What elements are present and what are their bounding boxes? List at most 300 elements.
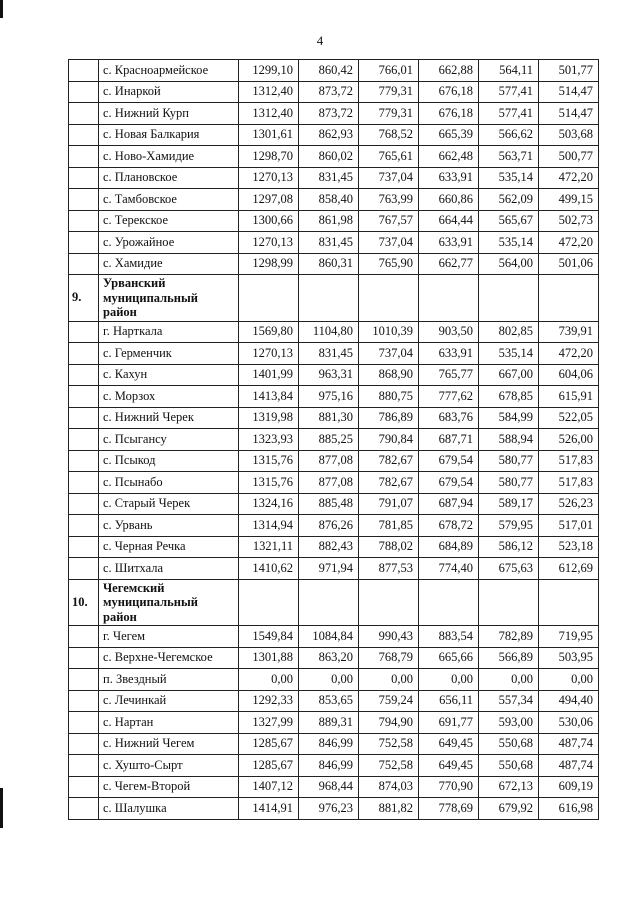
settlement-name: с. Верхне-Чегемское (99, 647, 239, 669)
table-row (69, 146, 599, 168)
settlement-name: с. Тамбовское (99, 189, 239, 211)
row-index (69, 647, 99, 669)
row-index: 9. (69, 275, 99, 322)
tariff-table (68, 59, 599, 820)
value-cell: 874,03 (359, 776, 419, 798)
value-cell: 903,50 (419, 321, 479, 343)
value-cell: 667,00 (479, 364, 539, 386)
value-cell: 656,11 (419, 690, 479, 712)
settlement-name: с. Герменчик (99, 343, 239, 365)
value-cell: 526,00 (539, 429, 599, 451)
value-cell: 577,41 (479, 103, 539, 125)
value-cell: 990,43 (359, 626, 419, 648)
value-cell: 1298,70 (239, 146, 299, 168)
value-cell: 649,45 (419, 733, 479, 755)
district-name: Чегемский муниципальный район (99, 579, 239, 626)
table-row (69, 798, 599, 820)
row-index (69, 210, 99, 232)
value-cell: 0,00 (539, 669, 599, 691)
value-cell: 831,45 (299, 232, 359, 254)
value-cell: 759,24 (359, 690, 419, 712)
table-row (69, 124, 599, 146)
value-cell: 687,71 (419, 429, 479, 451)
value-cell: 765,90 (359, 253, 419, 275)
value-cell: 678,72 (419, 515, 479, 537)
value-cell: 566,62 (479, 124, 539, 146)
table-row (69, 472, 599, 494)
value-cell: 1401,99 (239, 364, 299, 386)
settlement-name: с. Шитхала (99, 558, 239, 580)
row-index (69, 776, 99, 798)
value-cell: 968,44 (299, 776, 359, 798)
value-cell: 1270,13 (239, 167, 299, 189)
row-index (69, 103, 99, 125)
value-cell: 1569,80 (239, 321, 299, 343)
value-cell: 885,48 (299, 493, 359, 515)
value-cell: 737,04 (359, 232, 419, 254)
settlement-name: с. Псыкод (99, 450, 239, 472)
value-cell: 777,62 (419, 386, 479, 408)
row-index (69, 450, 99, 472)
value-cell: 679,92 (479, 798, 539, 820)
settlement-name: с. Лечинкай (99, 690, 239, 712)
value-cell: 861,98 (299, 210, 359, 232)
value-cell: 881,82 (359, 798, 419, 820)
value-cell: 885,25 (299, 429, 359, 451)
settlement-name: с. Кахун (99, 364, 239, 386)
value-cell: 649,45 (419, 755, 479, 777)
value-cell: 616,98 (539, 798, 599, 820)
settlement-name: с. Урвань (99, 515, 239, 537)
page-number: 4 (316, 33, 324, 48)
value-cell (479, 579, 539, 626)
settlement-name: с. Нижний Курп (99, 103, 239, 125)
settlement-name: с. Терекское (99, 210, 239, 232)
value-cell: 577,41 (479, 81, 539, 103)
value-cell: 868,90 (359, 364, 419, 386)
value-cell: 1299,10 (239, 60, 299, 82)
value-cell: 557,34 (479, 690, 539, 712)
value-cell: 589,17 (479, 493, 539, 515)
value-cell: 1104,80 (299, 321, 359, 343)
row-index (69, 472, 99, 494)
value-cell: 579,95 (479, 515, 539, 537)
value-cell: 580,77 (479, 472, 539, 494)
value-cell: 791,07 (359, 493, 419, 515)
value-cell: 765,61 (359, 146, 419, 168)
value-cell: 665,39 (419, 124, 479, 146)
value-cell: 550,68 (479, 755, 539, 777)
value-cell: 1270,13 (239, 232, 299, 254)
table-row (69, 386, 599, 408)
district-name: Урванский муниципальный район (99, 275, 239, 322)
row-index (69, 558, 99, 580)
row-index (69, 755, 99, 777)
value-cell: 500,77 (539, 146, 599, 168)
value-cell: 1324,16 (239, 493, 299, 515)
value-cell: 831,45 (299, 167, 359, 189)
value-cell: 782,89 (479, 626, 539, 648)
settlement-name: с. Морзох (99, 386, 239, 408)
value-cell: 802,85 (479, 321, 539, 343)
value-cell: 786,89 (359, 407, 419, 429)
value-cell: 588,94 (479, 429, 539, 451)
table-row (69, 712, 599, 734)
row-index (69, 321, 99, 343)
value-cell: 593,00 (479, 712, 539, 734)
value-cell: 1312,40 (239, 81, 299, 103)
table-row (69, 776, 599, 798)
value-cell: 503,95 (539, 647, 599, 669)
value-cell: 684,89 (419, 536, 479, 558)
district-row (69, 579, 599, 626)
value-cell: 565,67 (479, 210, 539, 232)
table-row (69, 493, 599, 515)
value-cell: 472,20 (539, 343, 599, 365)
value-cell: 873,72 (299, 81, 359, 103)
value-cell: 768,52 (359, 124, 419, 146)
value-cell: 860,42 (299, 60, 359, 82)
scan-mark-top-left (0, 0, 3, 18)
value-cell: 664,44 (419, 210, 479, 232)
value-cell: 1010,39 (359, 321, 419, 343)
value-cell: 737,04 (359, 167, 419, 189)
value-cell: 0,00 (299, 669, 359, 691)
value-cell: 609,19 (539, 776, 599, 798)
value-cell: 675,63 (479, 558, 539, 580)
table-row (69, 81, 599, 103)
value-cell: 487,74 (539, 755, 599, 777)
table-row (69, 407, 599, 429)
value-cell: 963,31 (299, 364, 359, 386)
value-cell: 1321,11 (239, 536, 299, 558)
value-cell: 514,47 (539, 81, 599, 103)
value-cell: 880,75 (359, 386, 419, 408)
value-cell: 535,14 (479, 232, 539, 254)
value-cell: 876,26 (299, 515, 359, 537)
value-cell: 604,06 (539, 364, 599, 386)
value-cell: 1315,76 (239, 450, 299, 472)
table-row (69, 210, 599, 232)
value-cell: 831,45 (299, 343, 359, 365)
value-cell: 665,66 (419, 647, 479, 669)
settlement-name: с. Новая Балкария (99, 124, 239, 146)
value-cell: 1297,08 (239, 189, 299, 211)
value-cell: 1407,12 (239, 776, 299, 798)
settlement-name: с. Псынабо (99, 472, 239, 494)
row-index (69, 690, 99, 712)
value-cell: 846,99 (299, 755, 359, 777)
value-cell: 846,99 (299, 733, 359, 755)
value-cell: 676,18 (419, 103, 479, 125)
table-row (69, 253, 599, 275)
value-cell: 503,68 (539, 124, 599, 146)
value-cell: 494,40 (539, 690, 599, 712)
settlement-name: с. Красноармейское (99, 60, 239, 82)
value-cell: 782,67 (359, 450, 419, 472)
value-cell: 660,86 (419, 189, 479, 211)
value-cell: 679,54 (419, 450, 479, 472)
value-cell: 523,18 (539, 536, 599, 558)
value-cell: 501,06 (539, 253, 599, 275)
value-cell: 0,00 (479, 669, 539, 691)
value-cell: 691,77 (419, 712, 479, 734)
value-cell: 1298,99 (239, 253, 299, 275)
row-index (69, 343, 99, 365)
row-index (69, 386, 99, 408)
value-cell: 487,74 (539, 733, 599, 755)
scan-mark-left (0, 788, 3, 828)
value-cell: 662,77 (419, 253, 479, 275)
value-cell: 566,89 (479, 647, 539, 669)
value-cell: 971,94 (299, 558, 359, 580)
value-cell (299, 275, 359, 322)
settlement-name: с. Псыгансу (99, 429, 239, 451)
row-index (69, 232, 99, 254)
value-cell: 788,02 (359, 536, 419, 558)
value-cell: 873,72 (299, 103, 359, 125)
value-cell: 502,73 (539, 210, 599, 232)
value-cell: 522,05 (539, 407, 599, 429)
value-cell: 882,43 (299, 536, 359, 558)
value-cell: 564,11 (479, 60, 539, 82)
settlement-name: с. Хамидие (99, 253, 239, 275)
value-cell: 975,16 (299, 386, 359, 408)
value-cell: 752,58 (359, 755, 419, 777)
row-index (69, 124, 99, 146)
settlement-name: с. Хушто-Сырт (99, 755, 239, 777)
value-cell: 615,91 (539, 386, 599, 408)
value-cell: 662,48 (419, 146, 479, 168)
value-cell: 763,99 (359, 189, 419, 211)
table-row (69, 60, 599, 82)
settlement-name: с. Плановское (99, 167, 239, 189)
value-cell: 863,20 (299, 647, 359, 669)
value-cell: 1300,66 (239, 210, 299, 232)
value-cell: 770,90 (419, 776, 479, 798)
value-cell: 889,31 (299, 712, 359, 734)
row-index: 10. (69, 579, 99, 626)
value-cell: 794,90 (359, 712, 419, 734)
value-cell: 1410,62 (239, 558, 299, 580)
value-cell: 860,31 (299, 253, 359, 275)
settlement-name: с. Нижний Черек (99, 407, 239, 429)
row-index (69, 536, 99, 558)
value-cell: 633,91 (419, 167, 479, 189)
row-index (69, 364, 99, 386)
row-index (69, 798, 99, 820)
value-cell: 633,91 (419, 232, 479, 254)
table-row (69, 364, 599, 386)
value-cell: 683,76 (419, 407, 479, 429)
value-cell: 672,13 (479, 776, 539, 798)
value-cell: 535,14 (479, 343, 539, 365)
value-cell: 779,31 (359, 81, 419, 103)
value-cell: 517,83 (539, 450, 599, 472)
row-index (69, 493, 99, 515)
value-cell: 778,69 (419, 798, 479, 820)
value-cell (539, 275, 599, 322)
value-cell: 1413,84 (239, 386, 299, 408)
row-index (69, 60, 99, 82)
table-row (69, 189, 599, 211)
value-cell: 790,84 (359, 429, 419, 451)
value-cell: 862,93 (299, 124, 359, 146)
value-cell: 881,30 (299, 407, 359, 429)
table-body (69, 60, 599, 820)
value-cell: 1549,84 (239, 626, 299, 648)
table-row (69, 755, 599, 777)
settlement-name: с. Нижний Чегем (99, 733, 239, 755)
value-cell: 1292,33 (239, 690, 299, 712)
table-row (69, 450, 599, 472)
table-row (69, 626, 599, 648)
table-row (69, 321, 599, 343)
value-cell: 719,95 (539, 626, 599, 648)
table-row (69, 558, 599, 580)
table-row (69, 167, 599, 189)
value-cell: 1414,91 (239, 798, 299, 820)
settlement-name: п. Звездный (99, 669, 239, 691)
value-cell (539, 579, 599, 626)
value-cell: 586,12 (479, 536, 539, 558)
table-row (69, 429, 599, 451)
value-cell: 765,77 (419, 364, 479, 386)
value-cell: 877,08 (299, 450, 359, 472)
value-cell: 514,47 (539, 103, 599, 125)
row-index (69, 167, 99, 189)
value-cell: 584,99 (479, 407, 539, 429)
row-index (69, 712, 99, 734)
row-index (69, 669, 99, 691)
value-cell: 0,00 (239, 669, 299, 691)
value-cell: 768,79 (359, 647, 419, 669)
settlement-name: с. Чегем-Второй (99, 776, 239, 798)
value-cell (239, 275, 299, 322)
value-cell: 687,94 (419, 493, 479, 515)
settlement-name: с. Старый Черек (99, 493, 239, 515)
value-cell: 517,83 (539, 472, 599, 494)
row-index (69, 81, 99, 103)
value-cell: 1285,67 (239, 733, 299, 755)
value-cell: 767,57 (359, 210, 419, 232)
value-cell: 1270,13 (239, 343, 299, 365)
value-cell (359, 579, 419, 626)
table-row (69, 343, 599, 365)
value-cell: 774,40 (419, 558, 479, 580)
table-row (69, 103, 599, 125)
value-cell: 550,68 (479, 733, 539, 755)
value-cell: 676,18 (419, 81, 479, 103)
value-cell: 779,31 (359, 103, 419, 125)
value-cell: 563,71 (479, 146, 539, 168)
value-cell: 877,53 (359, 558, 419, 580)
value-cell: 530,06 (539, 712, 599, 734)
settlement-name: с. Нартан (99, 712, 239, 734)
value-cell (419, 579, 479, 626)
settlement-name: с. Ново-Хамидие (99, 146, 239, 168)
settlement-name: г. Чегем (99, 626, 239, 648)
value-cell: 860,02 (299, 146, 359, 168)
value-cell: 782,67 (359, 472, 419, 494)
value-cell: 517,01 (539, 515, 599, 537)
settlement-name: с. Шалушка (99, 798, 239, 820)
value-cell: 564,00 (479, 253, 539, 275)
value-cell: 752,58 (359, 733, 419, 755)
row-index (69, 189, 99, 211)
value-cell (359, 275, 419, 322)
row-index (69, 515, 99, 537)
row-index (69, 146, 99, 168)
value-cell: 1301,61 (239, 124, 299, 146)
value-cell: 1319,98 (239, 407, 299, 429)
value-cell: 877,08 (299, 472, 359, 494)
value-cell: 1327,99 (239, 712, 299, 734)
table-row (69, 647, 599, 669)
value-cell: 1312,40 (239, 103, 299, 125)
value-cell: 612,69 (539, 558, 599, 580)
value-cell: 1323,93 (239, 429, 299, 451)
value-cell: 0,00 (359, 669, 419, 691)
value-cell: 501,77 (539, 60, 599, 82)
table-row (69, 733, 599, 755)
settlement-name: с. Урожайное (99, 232, 239, 254)
value-cell (299, 579, 359, 626)
value-cell (239, 579, 299, 626)
value-cell: 526,23 (539, 493, 599, 515)
value-cell: 1301,88 (239, 647, 299, 669)
row-index (69, 733, 99, 755)
row-index (69, 253, 99, 275)
value-cell: 535,14 (479, 167, 539, 189)
value-cell: 853,65 (299, 690, 359, 712)
value-cell: 0,00 (419, 669, 479, 691)
value-cell: 562,09 (479, 189, 539, 211)
value-cell: 472,20 (539, 232, 599, 254)
row-index (69, 429, 99, 451)
table-row (69, 669, 599, 691)
value-cell: 472,20 (539, 167, 599, 189)
value-cell: 679,54 (419, 472, 479, 494)
row-index (69, 626, 99, 648)
value-cell: 1314,94 (239, 515, 299, 537)
value-cell: 766,01 (359, 60, 419, 82)
table-row (69, 515, 599, 537)
value-cell: 976,23 (299, 798, 359, 820)
table-row (69, 690, 599, 712)
value-cell: 858,40 (299, 189, 359, 211)
settlement-name: с. Черная Речка (99, 536, 239, 558)
settlement-name: с. Инаркой (99, 81, 239, 103)
value-cell: 1315,76 (239, 472, 299, 494)
value-cell: 580,77 (479, 450, 539, 472)
value-cell: 499,15 (539, 189, 599, 211)
value-cell: 1285,67 (239, 755, 299, 777)
value-cell: 883,54 (419, 626, 479, 648)
settlement-name: г. Нарткала (99, 321, 239, 343)
value-cell (419, 275, 479, 322)
value-cell (479, 275, 539, 322)
district-row (69, 275, 599, 322)
value-cell: 781,85 (359, 515, 419, 537)
value-cell: 662,88 (419, 60, 479, 82)
value-cell: 633,91 (419, 343, 479, 365)
value-cell: 739,91 (539, 321, 599, 343)
value-cell: 678,85 (479, 386, 539, 408)
value-cell: 737,04 (359, 343, 419, 365)
table-row (69, 536, 599, 558)
value-cell: 1084,84 (299, 626, 359, 648)
